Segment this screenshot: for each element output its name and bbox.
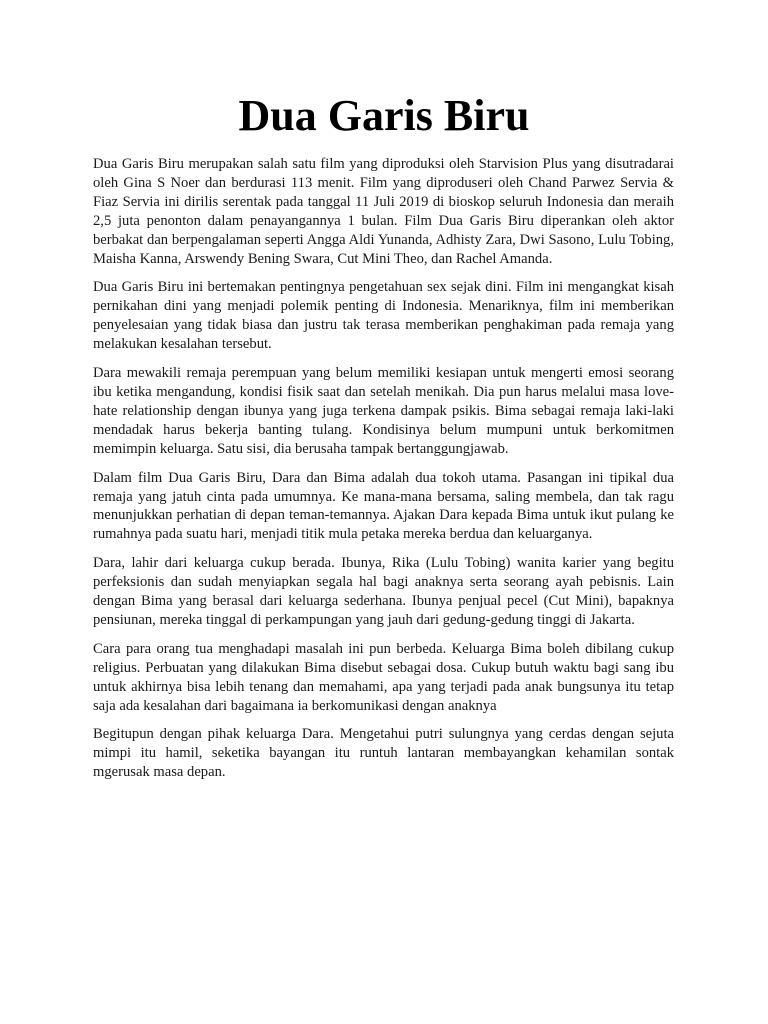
paragraph-3: Dara mewakili remaja perempuan yang belum memiliki kesiapan untuk mengerti emosi seorang ibu ketika mengandung, kondisi fisik saat dan setelah menikah. Dia pun harus melalui masa love-hate relationship dengan ibunya yang juga terkena dampak psikis. Bima sebagai remaja laki-laki mendadak harus bekerja banting tulang. Kondisinya belum mumpuni untuk berkomitmen memimpin keluarga. Satu sisi, dia berusaha tampak bertanggungjawab. xyxy=(93,365,674,457)
paragraph-4: Dalam film Dua Garis Biru, Dara dan Bima adalah dua tokoh utama. Pasangan ini tipikal dua remaja yang jatuh cinta pada umumnya. Ke mana-mana bersama, saling membela, dan tak ragu menunjukkan perhatian di depan teman-temannya. Ajakan Dara kepada Bima untuk ikut pulang ke rumahnya pada suatu hari, menjadi titik mula petaka mereka berdua dan keluarganya. xyxy=(93,469,674,543)
paragraph-7: Begitupun dengan pihak keluarga Dara. Mengetahui putri sulungnya yang cerdas dengan sejuta mimpi itu hamil, seketika bayangan itu runtuh lantaran membayangkan kehamilan sontak mgerusak masa depan. xyxy=(93,726,674,781)
document-title: Dua Garis Biru xyxy=(238,91,530,140)
paragraph-5: Dara, lahir dari keluarga cukup berada. Ibunya, Rika (Lulu Tobing) wanita karier yang begitu perfeksionis dan sudah menyiapkan segala hal bagi anaknya serta seorang ayah pebisnis. Lain dengan Bima yang berasal dari keluarga sederhana. Ibunya penjual pecel (Cut Mini), bapaknya pensiunan, mereka tinggal di perkampungan yang jauh dari gedung-gedung tinggi di Jakarta. xyxy=(93,555,674,628)
paragraph-2: Dua Garis Biru ini bertemakan pentingnya pengetahuan sex sejak dini. Film ini mengangkat kisah pernikahan dini yang menjadi polemik penting di Indonesia. Menariknya, film ini memberikan penyelesaian yang tidak biasa dan justru tak terasa memberikan penghakiman pada remaja yang melakukan kesalahan tersebut. xyxy=(93,279,674,353)
paragraph-1: Dua Garis Biru merupakan salah satu film yang diproduksi oleh Starvision Plus yang disutradarai oleh Gina S Noer dan berdurasi 113 menit. Film yang diproduseri oleh Chand Parwez Servia & Fiaz Servia ini dirilis serentak pada tanggal 11 Juli 2019 di bioskop seluruh Indonesia dan meraih 2,5 juta penonton dalam penayangannya 1 bulan. Film Dua Garis Biru diperankan oleh aktor berbakat dan berpengalaman seperti Angga Aldi Yunanda, Adhisty Zara, Dwi Sasono, Lulu Tobing, Maisha Kanna, Arswendy Bening Swara, Cut Mini Theo, dan Rachel Amanda. xyxy=(93,156,674,267)
paragraph-6: Cara para orang tua menghadapi masalah ini pun berbeda. Keluarga Bima boleh dibilang cukup religius. Perbuatan yang dilakukan Bima disebut sebagai dosa. Cukup butuh waktu bagi sang ibu untuk akhirnya bisa lebih tenang dan memahami, apa yang terjadi pada anak bungsunya itu tetap saja ada kesalahan dari bagaimana ia berkomunikasi dengan anaknya xyxy=(93,640,674,714)
document-body xyxy=(93,155,674,792)
